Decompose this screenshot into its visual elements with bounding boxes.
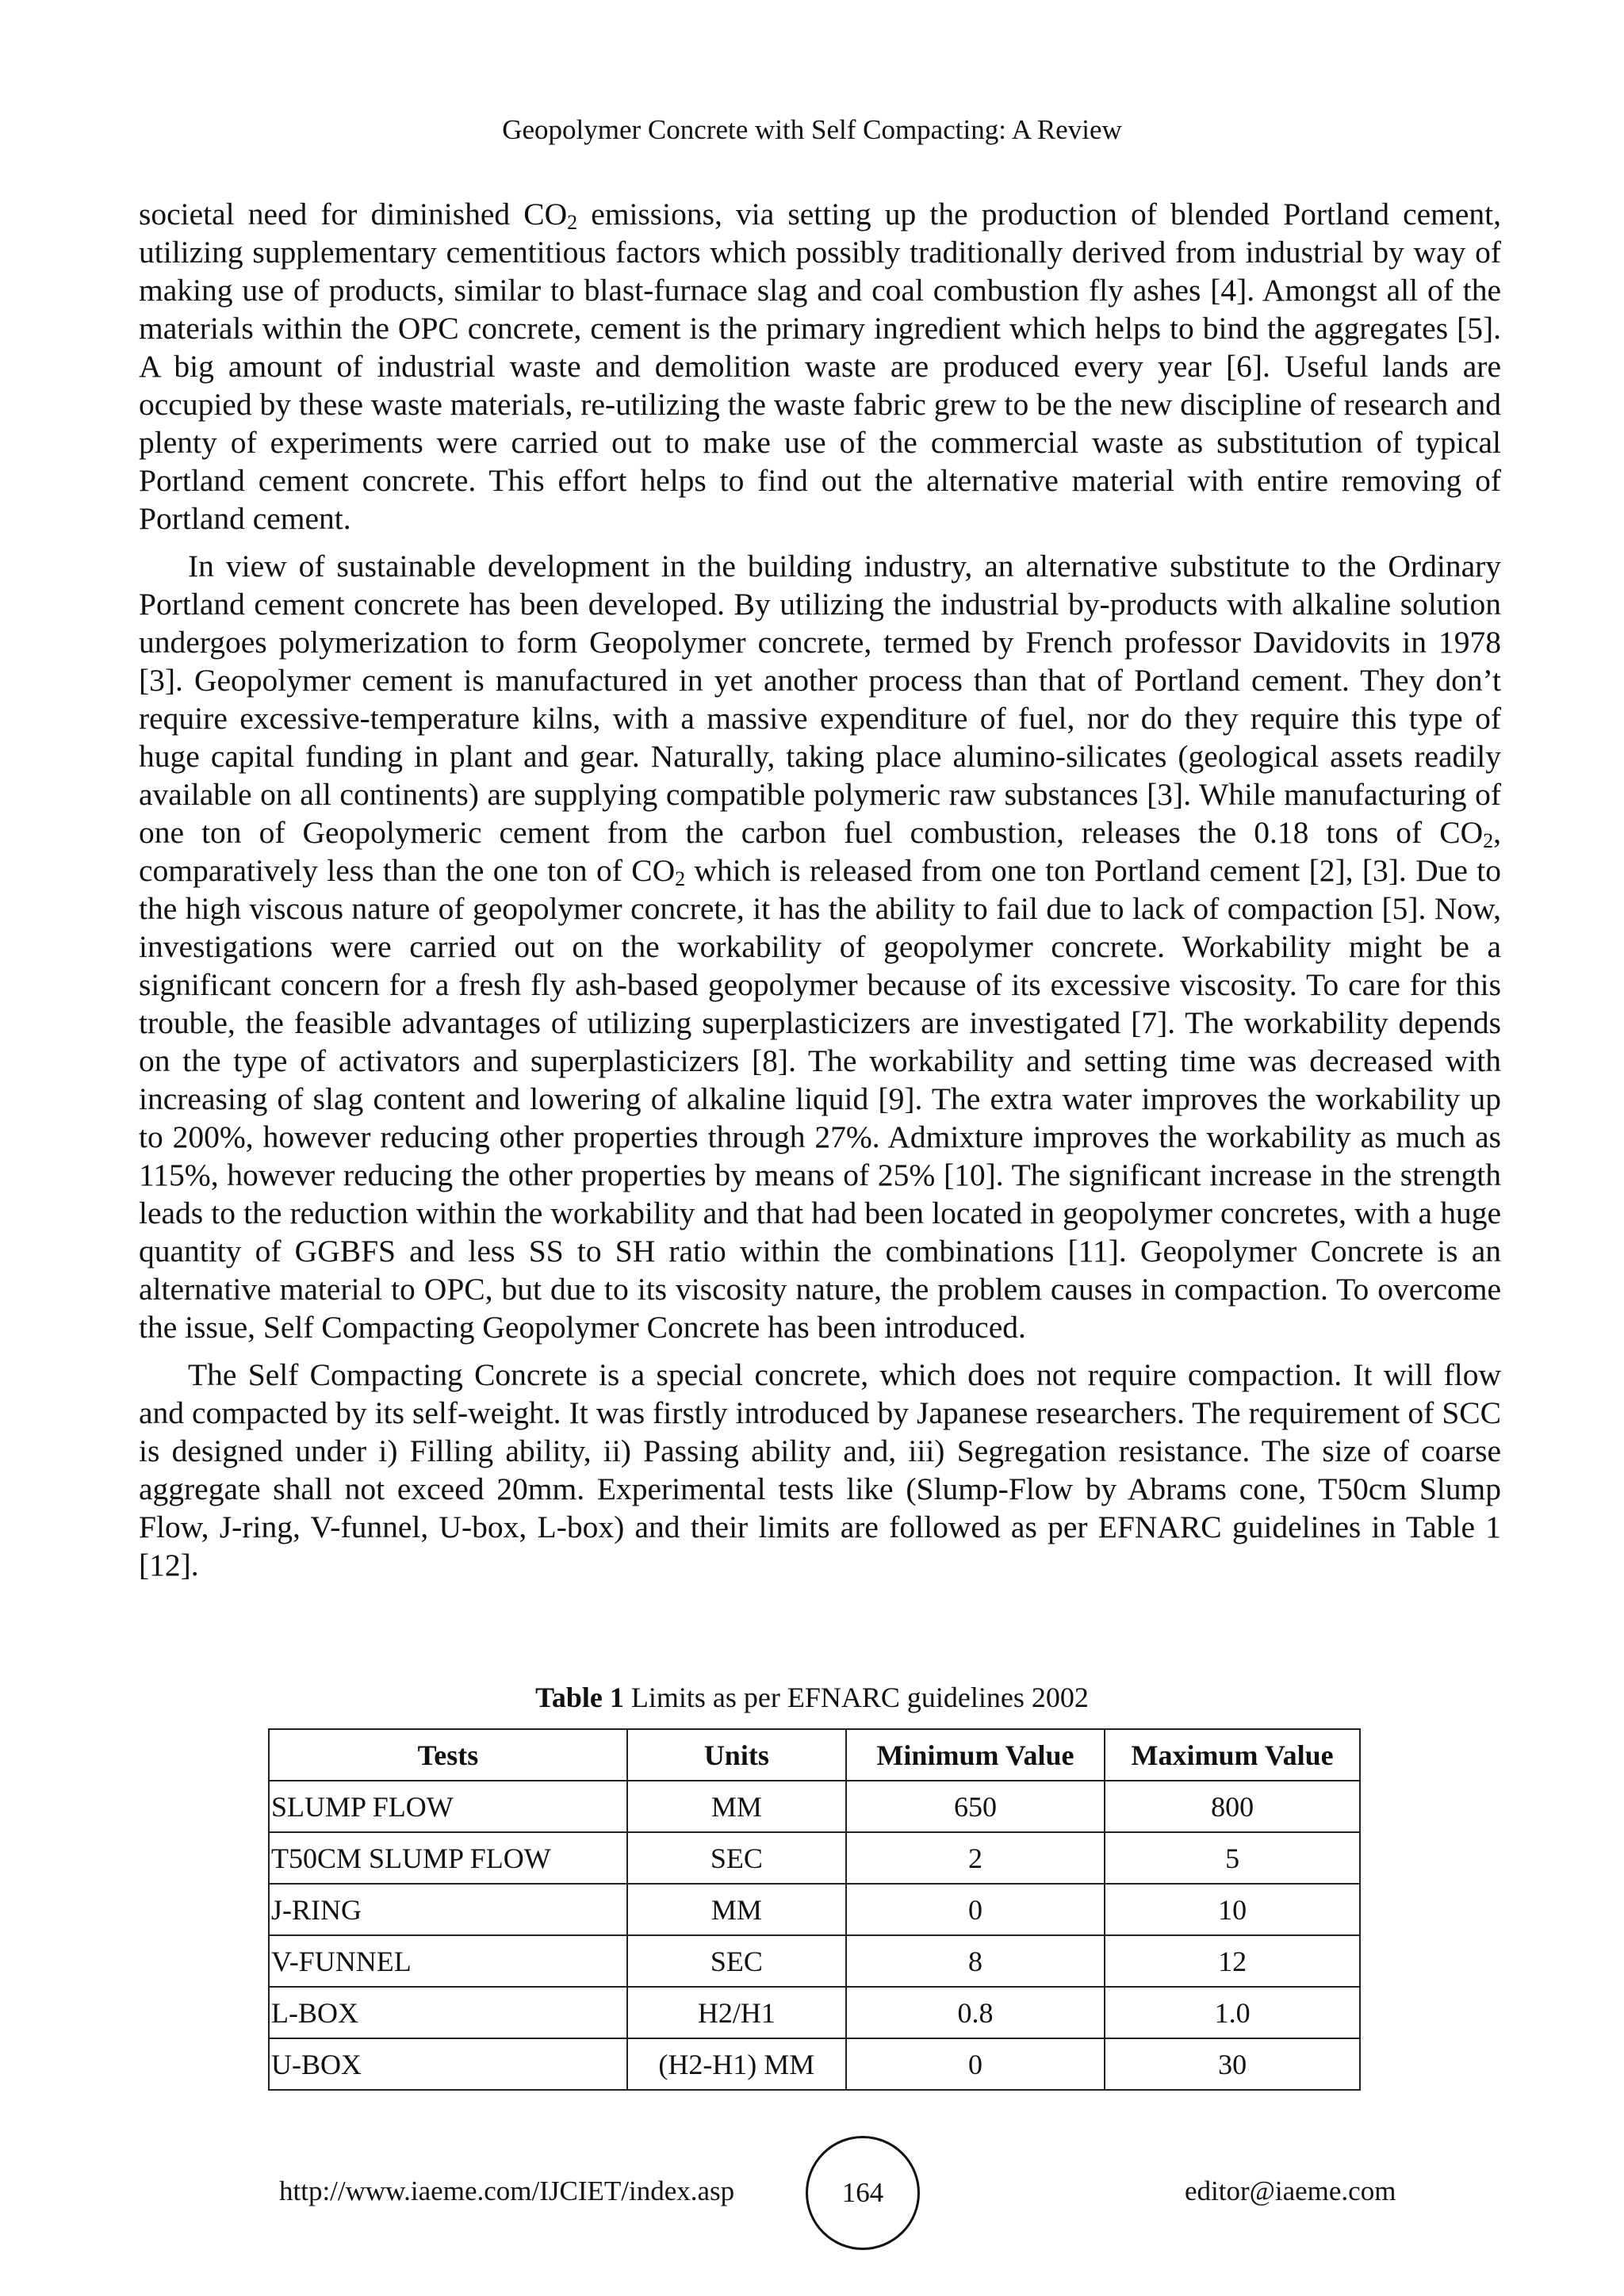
table-row (269, 1884, 1360, 1935)
table-row (269, 1987, 1360, 2038)
cell-test: L-BOX (269, 1987, 627, 2038)
cell-test: J-RING (269, 1884, 627, 1935)
table-caption-label: Table 1 (535, 1682, 624, 1713)
cell-unit: SEC (627, 1832, 846, 1884)
footer-email-link[interactable]: editor@iaeme.com (1185, 2175, 1396, 2206)
cell-min: 2 (846, 1832, 1105, 1884)
cell-max: 12 (1105, 1935, 1360, 1987)
header-tests: Tests (269, 1729, 627, 1781)
cell-min: 0.8 (846, 1987, 1105, 2038)
cell-unit: MM (627, 1781, 846, 1832)
cell-unit: MM (627, 1884, 846, 1935)
paragraph-3: The Self Compacting Concrete is a special concrete, which does not require compaction. It will flow and compacted by its self-weight. It was firstly introduced by Japanese researchers. The requirement of SCC is designed under i) Filling ability, ii) Passing ability and, iii) Segregation resistance. The size of coarse aggregate shall not exceed 20mm. Experimental tests like (Slump-Flow by Abrams cone, T50cm Slump Flow, J-ring, V-funnel, U-box, L-box) and their limits are followed as per EFNARC guidelines in Table 1 [12]. (139, 1357, 1501, 1582)
table-row (269, 1781, 1360, 1832)
table-row (269, 1832, 1360, 1884)
cell-test: T50CM SLUMP FLOW (269, 1832, 627, 1884)
cell-unit: H2/H1 (627, 1987, 846, 2038)
cell-test: U-BOX (269, 2038, 627, 2090)
cell-min: 650 (846, 1781, 1105, 1832)
limits-table (268, 1728, 1361, 2091)
cell-min: 0 (846, 2038, 1105, 2090)
page-number: 164 (806, 2136, 920, 2250)
table-header-row (269, 1729, 1360, 1781)
cell-max: 5 (1105, 1832, 1360, 1884)
article-body (139, 195, 1501, 1594)
table-caption (0, 1679, 1624, 1716)
table-row (269, 2038, 1360, 2090)
footer-url-link[interactable]: http://www.iaeme.com/IJCIET/index.asp (279, 2175, 735, 2206)
header-maximum-value: Maximum Value (1105, 1729, 1360, 1781)
cell-max: 800 (1105, 1781, 1360, 1832)
paragraph-1: societal need for diminished $CO_2$ emissions, via setting up the production of blended Portland cement, utilizing supplementary cementitious factors which possibly traditionally derived from industrial by way of making use of products, similar to blast-furnace slag and coal combustion fly ashes [4]. Amongst all of the materials within the OPC concrete, cement is the primary ingredient which helps to bind the aggregates [5]. A big amount of industrial waste and demolition waste are produced every year [6]. Useful lands are occupied by these waste materials, re-utilizing the waste fabric grew to be the new discipline of research and plenty of experiments were carried out to make use of the commercial waste as substitution of typical Portland cement concrete. This effort helps to find out the alternative material with entire removing of Portland cement. (139, 197, 1501, 536)
cell-min: 0 (846, 1884, 1105, 1935)
cell-max: 30 (1105, 2038, 1360, 2090)
table-row (269, 1935, 1360, 1987)
cell-min: 8 (846, 1935, 1105, 1987)
table-caption-text: Limits as per EFNARC guidelines 2002 (623, 1682, 1089, 1713)
running-header: Geopolymer Concrete with Self Compacting: A Review (502, 114, 1122, 145)
page-footer (0, 2136, 1624, 2255)
cell-test: SLUMP FLOW (269, 1781, 627, 1832)
cell-max: 1.0 (1105, 1987, 1360, 2038)
cell-test: V-FUNNEL (269, 1935, 627, 1987)
header-minimum-value: Minimum Value (846, 1729, 1105, 1781)
cell-unit: (H2-H1) MM (627, 2038, 846, 2090)
cell-unit: SEC (627, 1935, 846, 1987)
header-units: Units (627, 1729, 846, 1781)
paragraph-2: In view of sustainable development in the building industry, an alternative substitute to the Ordinary Portland cement concrete has been developed. By utilizing the industrial by-products with alkaline solution undergoes polymerization to form Geopolymer concrete, termed by French professor Davidovits in 1978 [3]. Geopolymer cement is manufactured in yet another process than that of Portland cement. They don’t require excessive-temperature kilns, with a massive expenditure of fuel, nor do they require this type of huge capital funding in plant and gear. Naturally, taking place alumino-silicates (geological assets readily available on all continents) are supplying compatible polymeric raw substances [3]. While manufacturing of one ton of Geopolymeric cement from the carbon fuel combustion, releases the 0.18 tons of $CO_2$, comparatively less than the one ton of $CO_2$ which is released from one ton Portland cement [2], [3]. Due to the high viscous nature of geopolymer concrete, it has the ability to fail due to lack of compaction [5]. Now, investigations were carried out on the workability of geopolymer concrete. Workability might be a significant concern for a fresh fly ash-based geopolymer because of its excessive viscosity. To care for this trouble, the feasible advantages of utilizing superplasticizers are investigated [7]. The workability depends on the type of activators and superplasticizers [8]. The workability and setting time was decreased with increasing of slag content and lowering of alkaline liquid [9]. The extra water improves the workability up to 200%, however reducing other properties through 27%. Admixture improves the workability as much as 115%, however reducing the other properties by means of 25% [10]. The significant increase in the strength leads to the reduction within the workability and that had been located in geopolymer concretes, with a huge quantity of GGBFS and less SS to SH ratio within the combinations [11]. Geopolymer Concrete is an alternative material to OPC, but due to its viscosity nature, the problem causes in compaction. To overcome the issue, Self Compacting Geopolymer Concrete has been introduced. (139, 549, 1501, 1345)
cell-max: 10 (1105, 1884, 1360, 1935)
